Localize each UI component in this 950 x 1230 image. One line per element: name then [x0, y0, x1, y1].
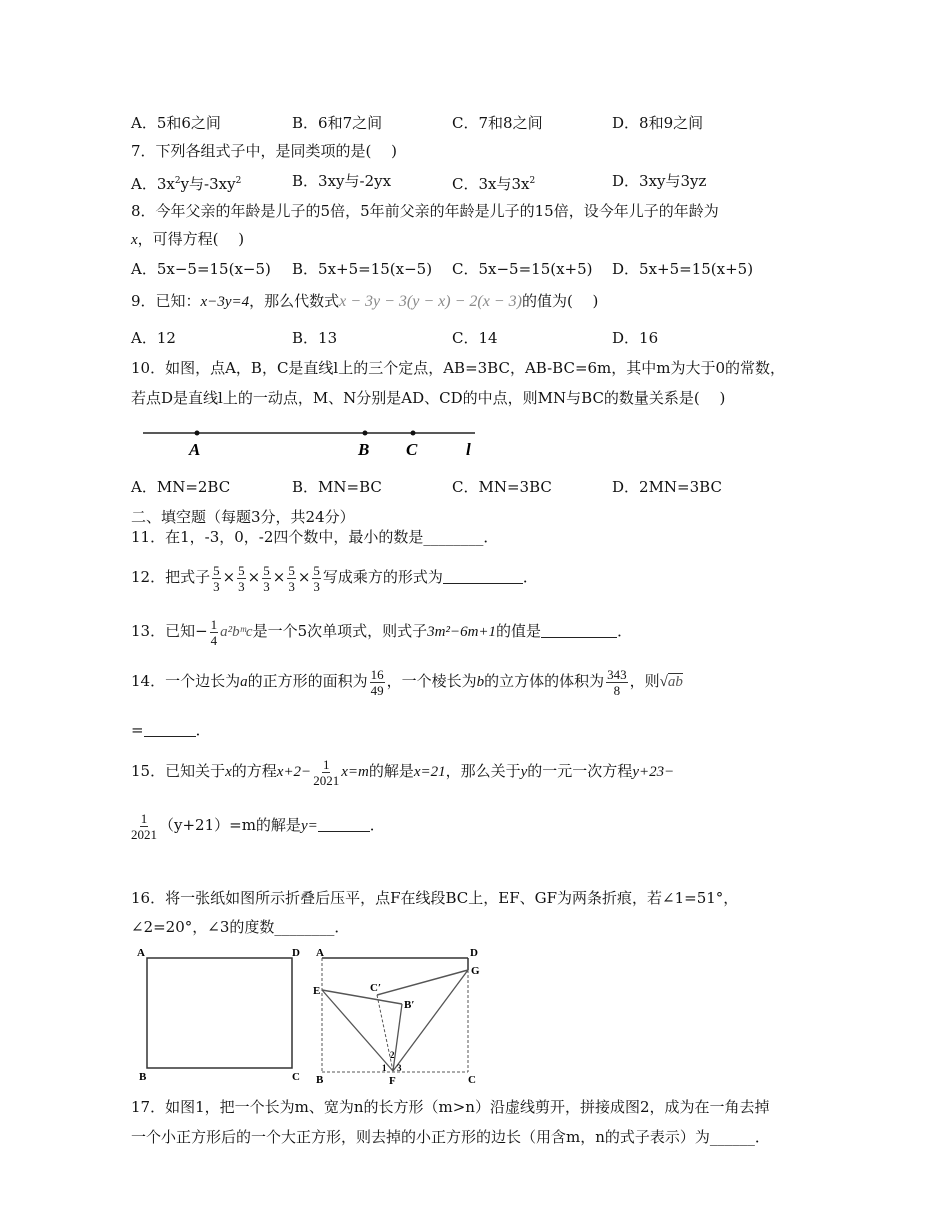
q8-stem-line2: x，可得方程( )	[131, 230, 245, 248]
label-b: B	[358, 440, 370, 459]
q10-stem-line2: 若点D是直线l上的一动点，M、N分别是AD、CD的中点，则MN与BC的数量关系是( )	[131, 389, 726, 407]
q16-stem-line1: 16．将一张纸如图所示折叠后压平，点F在线段BC上，EF、GF为两条折痕，若∠1=51°，	[131, 889, 739, 907]
svg-text:2: 2	[390, 1050, 395, 1060]
svg-text:D: D	[470, 947, 478, 959]
q6-option-b: B．6和7之间	[292, 114, 383, 132]
svg-text:C′: C′	[370, 982, 382, 994]
q10-option-b: B．MN=BC	[292, 478, 382, 496]
svg-text:C: C	[468, 1074, 476, 1086]
figure1-rectangle	[147, 958, 292, 1068]
fig1-label-a: A	[137, 947, 145, 959]
svg-text:1: 1	[382, 1063, 387, 1073]
label-a: A	[189, 440, 201, 459]
q14-line1: 14．一个边长为a的正方形的面积为 $\frac{16}{49}$ ，一个棱长为b的立方体的体积为 $\frac{343}{8}$ ，则√ab	[131, 666, 683, 698]
q10-stem-line1: 10．如图，点A，B，C是直线l上的三个定点，AB=3BC，AB-BC=6m，其中m为大于0的常数，	[131, 359, 786, 377]
label-l: l	[466, 440, 471, 459]
fig1-label-d: D	[292, 947, 300, 959]
q9-option-d: D．16	[612, 329, 659, 347]
q13: 13．已知− $\frac{1}{4}$ a²bᵐc是一个5次单项式，则式子3m²−6m+1的值是 ．	[131, 616, 633, 648]
q15-line2: $\frac{1}{2021}$ （y+21）=m的解是y= ．	[131, 810, 385, 842]
q7-option-c: C．3x与$3x^2$	[452, 175, 536, 193]
q16-stem-line2: ∠2=20°，∠3的度数________．	[131, 918, 350, 936]
q8-option-d: D．5x+5=15(x+5)	[612, 260, 754, 278]
svg-text:A: A	[316, 947, 324, 959]
label-c: C	[406, 440, 418, 459]
q11: 11．在1，-3，0，-2四个数中，最小的数是________．	[131, 528, 499, 546]
q17-line2: 一个小正方形后的一个大正方形，则去掉的小正方形的边长（用含m，n的式子表示）为______．	[131, 1128, 770, 1146]
q7-option-d: D．3xy与3yz	[612, 172, 707, 190]
q7-option-a: A．$3x^2y$与$-3xy^2$	[131, 175, 242, 193]
fig1-label-c: C	[292, 1071, 300, 1083]
figure2-folded	[313, 947, 480, 1087]
svg-text:E: E	[313, 985, 321, 997]
svg-text:B: B	[316, 1074, 324, 1086]
q7-stem: 7．下列各组式子中，是同类项的是( )	[131, 142, 398, 160]
q14-line2: = ．	[131, 721, 211, 739]
q9-option-a: A．12	[131, 329, 176, 347]
q6-option-d: D．8和9之间	[612, 114, 704, 132]
q10-option-d: D．2MN=3BC	[612, 478, 722, 496]
svg-text:F: F	[389, 1075, 396, 1087]
q7-option-b: B．3xy与-2yx	[292, 172, 392, 190]
q8-option-c: C．5x−5=15(x+5)	[452, 260, 593, 278]
q8-option-a: A．5x−5=15(x−5)	[131, 260, 271, 278]
q9-expression: x − 3y − 3(y − x) − 2(x − 3)	[339, 293, 522, 310]
svg-text:B′: B′	[404, 999, 415, 1011]
q8-option-b: B．5x+5=15(x−5)	[292, 260, 433, 278]
q9-stem: 9．已知：x−3y=4，那么代数式x − 3y − 3(y − x) − 2(x − 3)的值为( )	[131, 292, 599, 310]
q10-option-a: A．MN=2BC	[131, 478, 231, 496]
q6-option-c: C．7和8之间	[452, 114, 543, 132]
q8-stem-line1: 8．今年父亲的年龄是儿子的5倍，5年前父亲的年龄是儿子的15倍，设今年儿子的年龄为	[131, 202, 719, 220]
q17-line1: 17．如图1，把一个长为m、宽为n的长方形（m>n）沿虚线剪开，拼接成图2，成为在一角去掉	[131, 1098, 770, 1116]
q10-option-c: C．MN=3BC	[452, 478, 552, 496]
q9-option-c: C．14	[452, 329, 498, 347]
fig1-label-b: B	[139, 1071, 147, 1083]
section-heading: 二、填空题（每题3分，共24分）	[131, 508, 355, 526]
q12: 12．把式子 $\frac{5}{3}$ × $\frac{5}{3}$ × $\frac{5}{3}$ × $\frac{5}{3}$ × $\frac{5}{3}$ 写成乘方的形式为 ．	[131, 562, 538, 594]
q6-option-a: A．5和6之间	[131, 114, 221, 132]
svg-text:G: G	[471, 965, 480, 977]
svg-text:3: 3	[397, 1063, 402, 1073]
q9-option-b: B．13	[292, 329, 338, 347]
q15-line1: 15．已知关于x的方程x+2− $\frac{1}{2021}$ x=m的解是x=21，那么关于y的一元一次方程y+23−	[131, 756, 675, 788]
